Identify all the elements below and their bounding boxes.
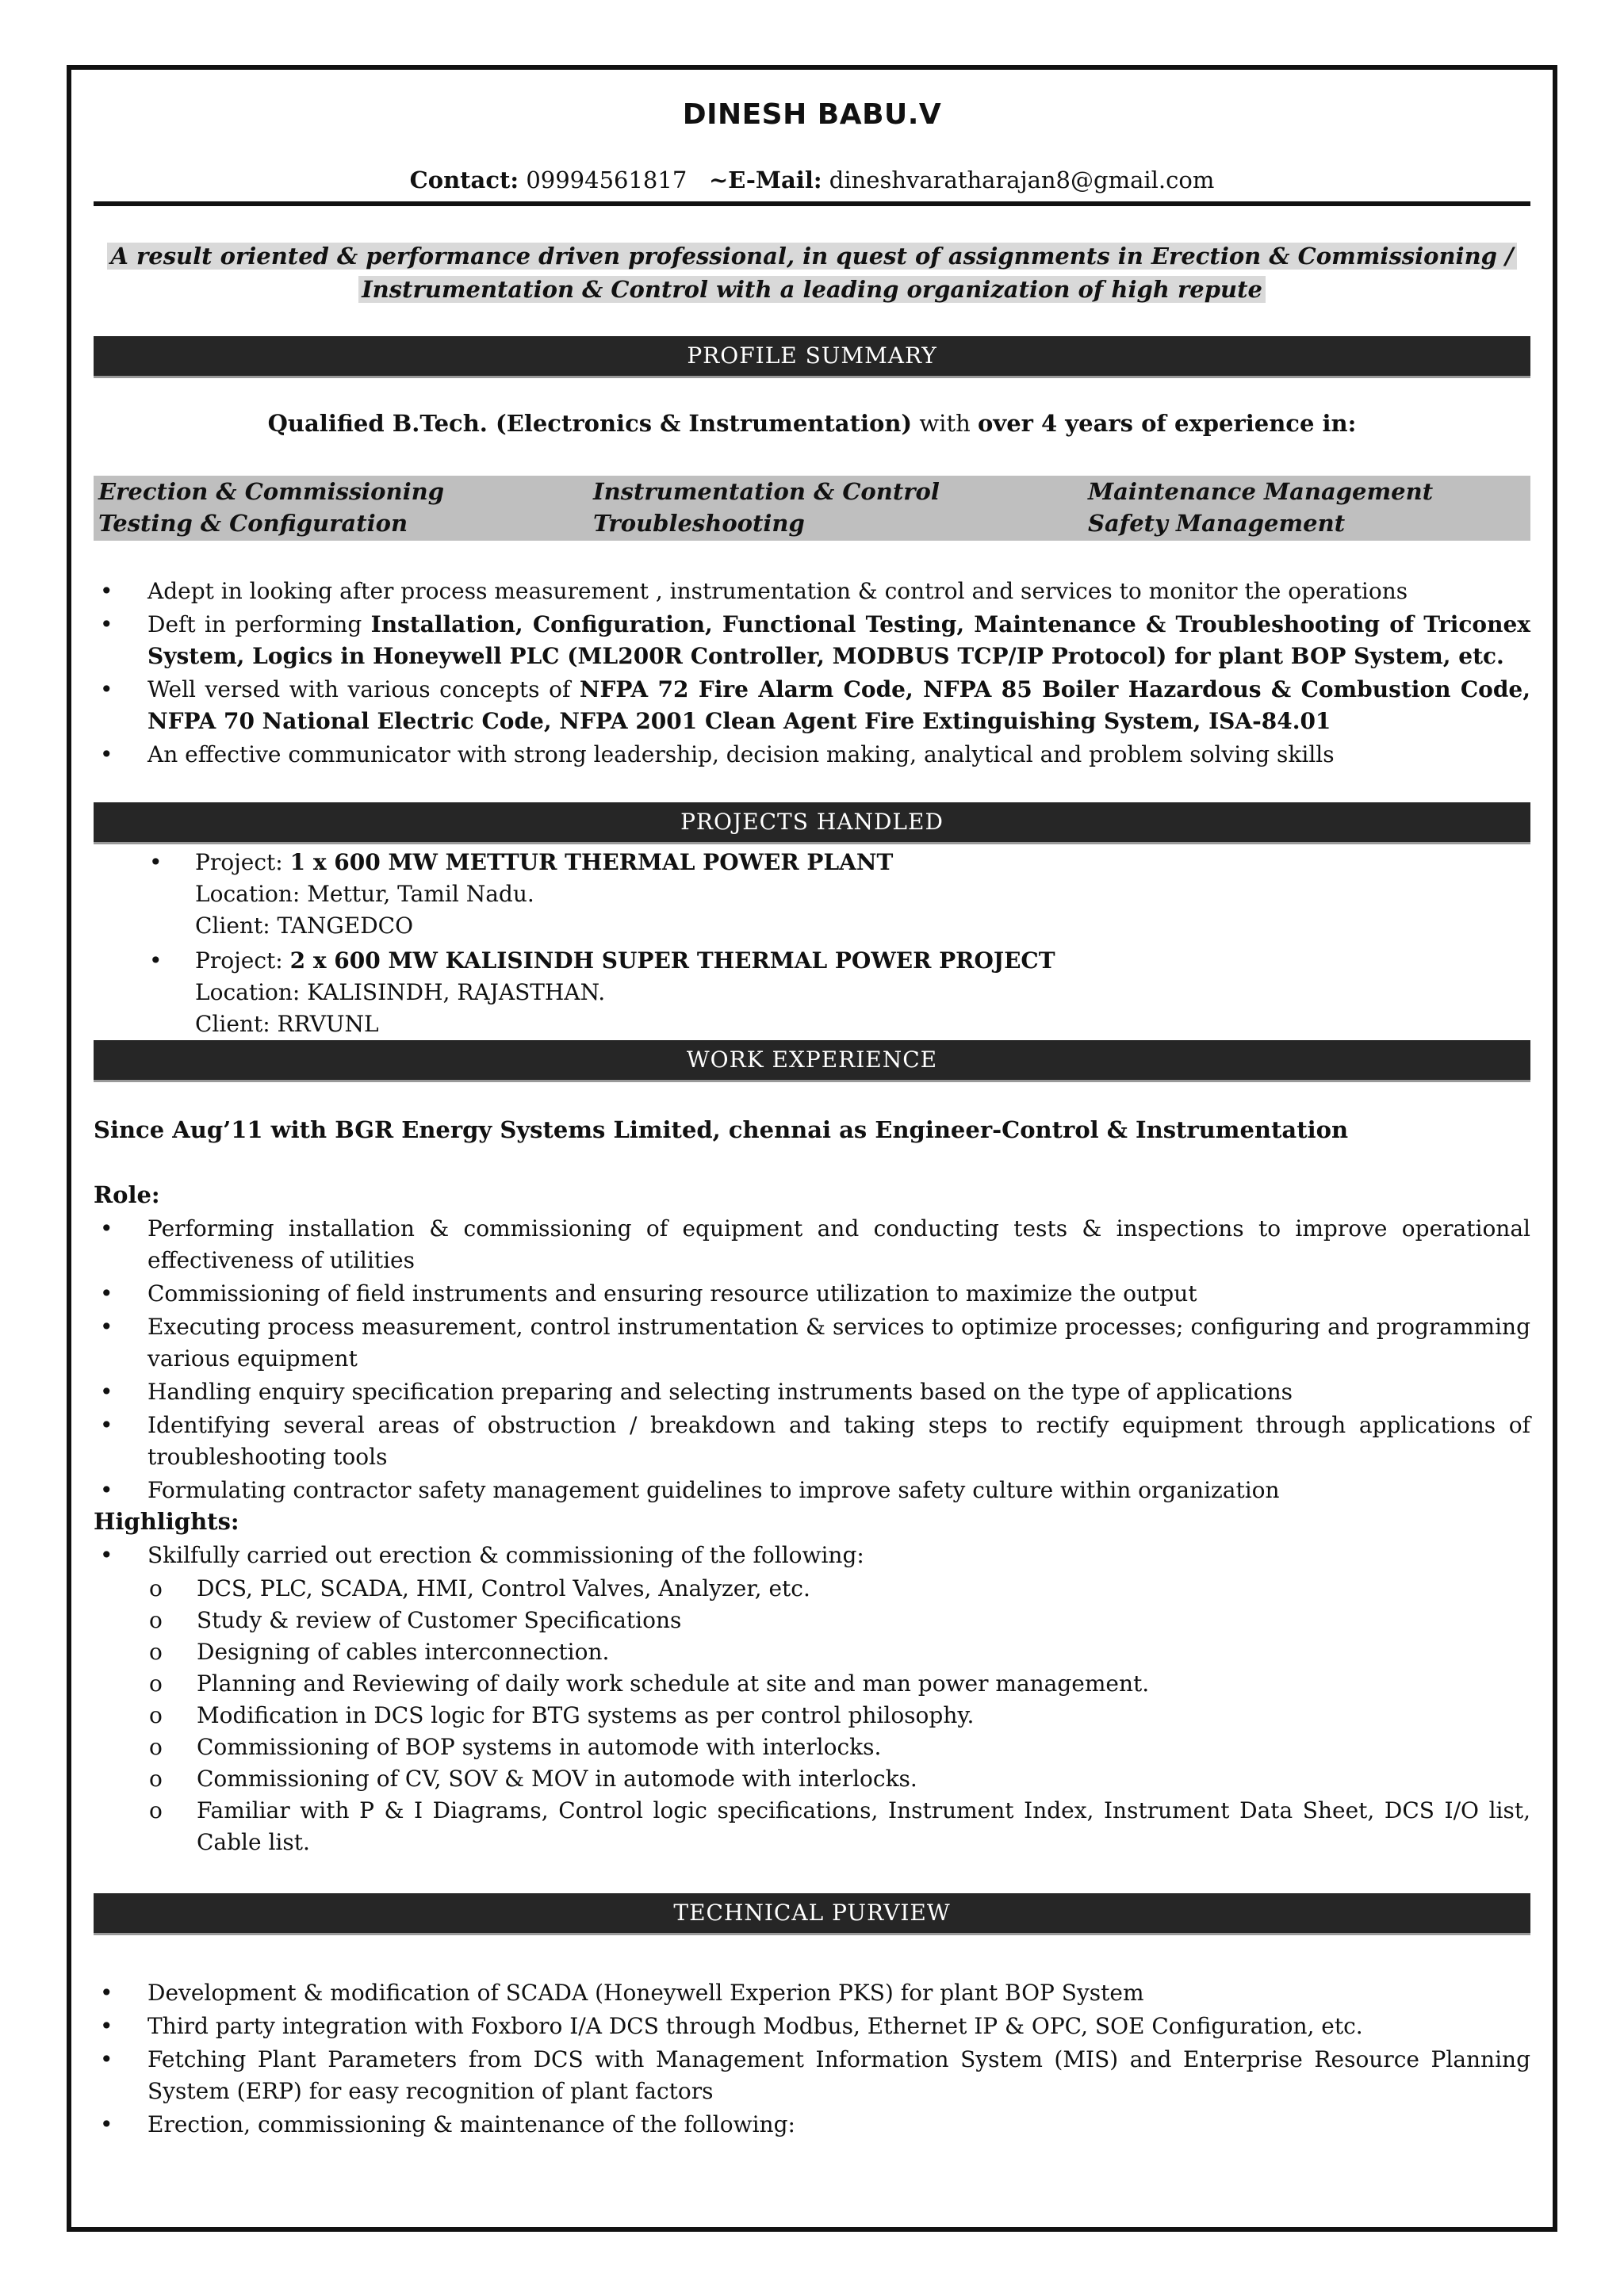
skill-item: Safety Management bbox=[1088, 510, 1346, 537]
project-location: Location: Mettur, Tamil Nadu. bbox=[195, 881, 534, 907]
sub-list-item: o Planning and Reviewing of daily work schedule at site and man power management. bbox=[94, 1668, 1530, 1700]
technical-bullets bbox=[94, 1977, 1530, 2142]
sub-list-item: o Commissioning of CV, SOV & MOV in automode with interlocks. bbox=[94, 1763, 1530, 1795]
highlights-heading: Highlights: bbox=[94, 1508, 239, 1535]
contact-label: Contact: bbox=[409, 166, 519, 193]
list-item: • An effective communicator with strong leadership, decision making, analytical and problem solving skills bbox=[94, 739, 1530, 771]
sub-list-item: o Designing of cables interconnection. bbox=[94, 1636, 1530, 1668]
section-header-profile: PROFILE SUMMARY bbox=[94, 336, 1530, 378]
project-client: Client: RRVUNL bbox=[195, 1011, 379, 1037]
skill-item: Erection & Commissioning bbox=[98, 478, 444, 505]
list-item: • Fetching Plant Parameters from DCS with Management Information System (MIS) and Enterprise Resource Planning System (ERP) for easy recognition of plant factors bbox=[94, 2044, 1530, 2107]
project-label: Project: bbox=[195, 849, 290, 875]
email-value: dineshvaratharajan8@gmail.com bbox=[829, 166, 1215, 193]
skill-item: Troubleshooting bbox=[593, 510, 805, 537]
contact-phone: 09994561817 bbox=[526, 166, 688, 193]
section-header-technical: TECHNICAL PURVIEW bbox=[94, 1893, 1530, 1935]
section-header-projects: PROJECTS HANDLED bbox=[94, 802, 1530, 844]
project-item bbox=[94, 847, 1530, 942]
project-item bbox=[94, 945, 1530, 1040]
project-name: 1 x 600 MW METTUR THERMAL POWER PLANT bbox=[289, 849, 894, 875]
sub-list-item: o DCS, PLC, SCADA, HMI, Control Valves, Analyzer, etc. bbox=[94, 1573, 1530, 1605]
list-item: • Skilfully carried out erection & commissioning of the following: bbox=[94, 1540, 1530, 1571]
bullet-bold-text: Installation, Configuration, Functional Testing, Maintenance & Troubleshooting of Triconex System, Logics in Honeywell PLC (ML200R Controller, MODBUS TCP/IP Protocol) for plant BOP System, etc. bbox=[147, 611, 1530, 669]
sub-list-item: o Study & review of Customer Specifications bbox=[94, 1605, 1530, 1636]
skill-item: Maintenance Management bbox=[1088, 478, 1434, 505]
project-label: Project: bbox=[195, 947, 290, 974]
section-header-work: WORK EXPERIENCE bbox=[94, 1040, 1530, 1082]
list-item: • Erection, commissioning & maintenance of the following: bbox=[94, 2109, 1530, 2141]
list-item bbox=[94, 674, 1530, 737]
list-item: • Adept in looking after process measurement , instrumentation & control and services to monitor the operations bbox=[94, 576, 1530, 607]
list-item bbox=[94, 609, 1530, 672]
list-item: • Handling enquiry specification preparing and selecting instruments based on the type of applications bbox=[94, 1376, 1530, 1408]
list-item: • Executing process measurement, control instrumentation & services to optimize processes; configuring and programming various equipment bbox=[94, 1311, 1530, 1375]
project-location: Location: KALISINDH, RAJASTHAN. bbox=[195, 979, 606, 1005]
list-item: • Commissioning of field instruments and ensuring resource utilization to maximize the output bbox=[94, 1278, 1530, 1310]
bullet-text: Well versed with various concepts of bbox=[147, 676, 580, 702]
qual-experience: over 4 years of experience in: bbox=[978, 410, 1357, 437]
header-divider bbox=[94, 201, 1530, 206]
project-client: Client: TANGEDCO bbox=[195, 913, 414, 939]
role-bullets bbox=[94, 1213, 1530, 1508]
project-name: 2 x 600 MW KALISINDH SUPER THERMAL POWER PROJECT bbox=[289, 947, 1055, 974]
core-skills-grid bbox=[94, 476, 1530, 541]
sub-list-item: o Modification in DCS logic for BTG systems as per control philosophy. bbox=[94, 1700, 1530, 1732]
contact-line bbox=[94, 166, 1530, 193]
qual-degree: Qualified B.Tech. (Electronics & Instrumentation) bbox=[267, 410, 913, 437]
profile-bullets bbox=[94, 576, 1530, 772]
objective-line-1: A result oriented & performance driven professional, in quest of assignments in Erection & Commissioning / bbox=[107, 243, 1516, 270]
objective-line-2: Instrumentation & Control with a leading organization of high repute bbox=[358, 276, 1266, 303]
bullet-text: Deft in performing bbox=[147, 611, 371, 637]
list-item: • Formulating contractor safety management guidelines to improve safety culture within organization bbox=[94, 1475, 1530, 1506]
career-objective bbox=[94, 239, 1530, 306]
skill-item: Testing & Configuration bbox=[98, 510, 408, 537]
list-item: • Third party integration with Foxboro I/A DCS through Modbus, Ethernet IP & OPC, SOE Configuration, etc. bbox=[94, 2011, 1530, 2042]
employment-summary: Since Aug’11 with BGR Energy Systems Limited, chennai as Engineer-Control & Instrumentation bbox=[94, 1116, 1349, 1143]
qual-connector: with bbox=[912, 410, 978, 437]
list-item: • Performing installation & commissioning of equipment and conducting tests & inspections to improve operational effectiveness of utilities bbox=[94, 1213, 1530, 1276]
highlights-bullets bbox=[94, 1540, 1530, 1573]
list-item: • Identifying several areas of obstruction / breakdown and taking steps to rectify equipment through applications of troubleshooting tools bbox=[94, 1410, 1530, 1473]
email-label: ~E-Mail: bbox=[708, 166, 822, 193]
list-item: • Development & modification of SCADA (Honeywell Experion PKS) for plant BOP System bbox=[94, 1977, 1530, 2009]
sub-list-item: o Commissioning of BOP systems in automode with interlocks. bbox=[94, 1732, 1530, 1763]
projects-list bbox=[94, 847, 1530, 1042]
candidate-name: DINESH BABU.V bbox=[682, 98, 942, 131]
skill-item: Instrumentation & Control bbox=[593, 478, 940, 505]
bullet-bold-text: NFPA 72 Fire Alarm Code, NFPA 85 Boiler Hazardous & Combustion Code, NFPA 70 National Electric Code, NFPA 2001 Clean Agent Fire Extinguishing System, ISA-84.01 bbox=[147, 676, 1530, 734]
sub-list-item: o Familiar with P & I Diagrams, Control logic specifications, Instrument Index, Instrument Data Sheet, DCS I/O list, Cable list. bbox=[94, 1795, 1530, 1858]
qualification-line bbox=[94, 410, 1530, 437]
role-heading: Role: bbox=[94, 1181, 160, 1208]
highlights-sublist bbox=[94, 1573, 1530, 1858]
